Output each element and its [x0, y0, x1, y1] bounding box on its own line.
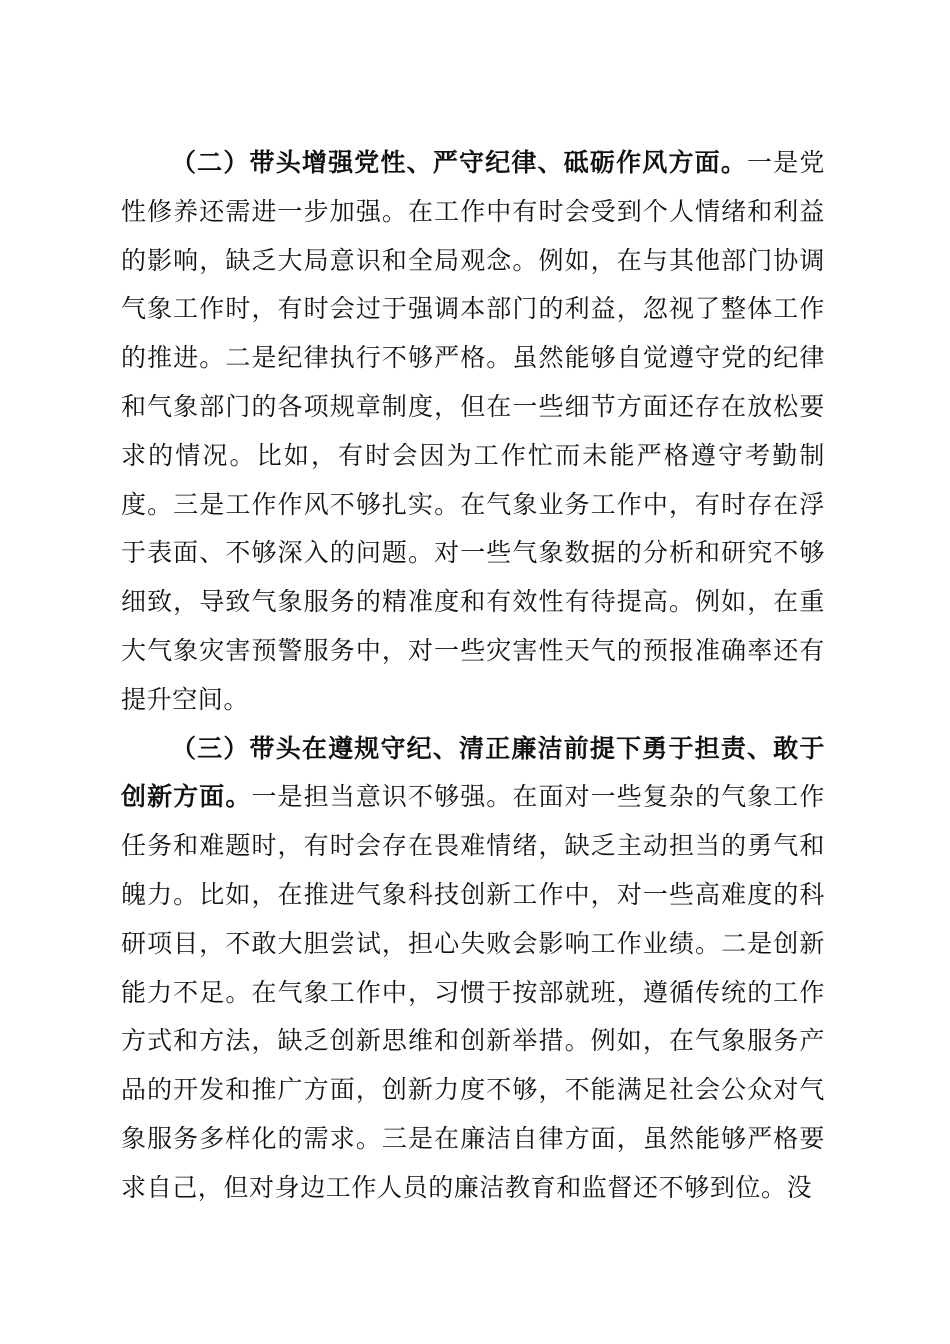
document-body	[121, 139, 825, 1213]
paragraph-3	[121, 725, 825, 1213]
section-heading-2: （二）带头增强党性、严守纪律、砥砺作风方面。	[171, 148, 748, 177]
section-text-2: 一是党性修养还需进一步加强。在工作中有时会受到个人情绪和利益的影响，缺乏大局意识和全局观念。例如，在与其他部门协调气象工作时，有时会过于强调本部门的利益，忽视了整体工作的推进。二是纪律执行不够严格。虽然能够自觉遵守党的纪律和气象部门的各项规章制度，但在一些细节方面还存在放松要求的情况。比如，有时会因为工作忙而未能严格遵守考勤制度。三是工作作风不够扎实。在气象业务工作中，有时存在浮于表面、不够深入的问题。对一些气象数据的分析和研究不够细致，导致气象服务的精准度和有效性有待提高。例如，在重大气象灾害预警服务中，对一些灾害性天气的预报准确率还有提升空间。	[121, 148, 825, 714]
section-text-3: 一是担当意识不够强。在面对一些复杂的气象工作任务和难题时，有时会存在畏难情绪，缺乏主动担当的勇气和魄力。比如，在推进气象科技创新工作中，对一些高难度的科研项目，不敢大胆尝试，担心失败会影响工作业绩。二是创新能力不足。在气象工作中，习惯于按部就班，遵循传统的工作方式和方法，缺乏创新思维和创新举措。例如，在气象服务产品的开发和推广方面，创新力度不够，不能满足社会公众对气象服务多样化的需求。三是在廉洁自律方面，虽然能够严格要求自己，但对身边工作人员的廉洁教育和监督还不够到位。没	[121, 782, 825, 1202]
section-heading-3: （三）带头在遵规守纪、清正廉洁前提下勇于担责、敢于创新方面。	[121, 733, 825, 812]
paragraph-2	[121, 139, 825, 725]
